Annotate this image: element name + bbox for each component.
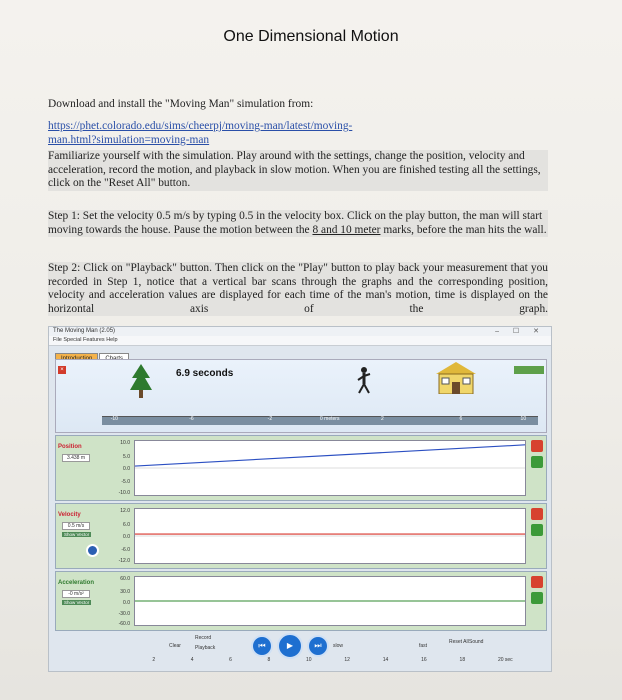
sound-checkbox[interactable]: Sound <box>469 639 484 645</box>
familiarize-text: Familiarize yourself with the simulation. Play around with the settings, change the position, velocity and acceleration, record the motion, and playback in slow motion. When you are finished testing all the settings, click on the "Reset All" button. <box>48 150 548 191</box>
sim-link-line1[interactable]: https://phet.colorado.edu/sims/cheerpj/moving-man/latest/moving- <box>48 120 353 132</box>
time-tick: 14 <box>382 657 389 663</box>
zoom-out-icon[interactable] <box>531 576 543 588</box>
ruler-tick: -2 <box>267 416 273 422</box>
playback-radio[interactable]: Playback <box>195 645 216 651</box>
tick-label: 0.0 <box>123 534 130 541</box>
time-tick: 4 <box>190 657 194 663</box>
sim-tabs <box>55 347 130 357</box>
zoom-out-icon[interactable] <box>531 508 543 520</box>
acceleration-label: Acceleration <box>58 580 95 586</box>
step1-text <box>48 210 548 237</box>
moving-man-simulation <box>48 326 552 672</box>
time-tick: 12 <box>344 657 350 663</box>
velocity-show-vector[interactable]: Show Vector <box>64 532 90 537</box>
sim-scene <box>55 359 547 433</box>
tick-label: 30.0 <box>120 588 130 595</box>
velocity-value[interactable]: 0.5 m/s <box>62 522 90 530</box>
sim-link-line2[interactable]: man.html?simulation=moving-man <box>48 133 210 146</box>
tick-label: -12.0 <box>118 558 130 565</box>
tick-label: 0.0 <box>123 466 130 473</box>
left-wall-marker[interactable]: × <box>58 366 66 374</box>
step1-underlined: 8 and 10 meter <box>312 223 381 236</box>
tick-label: -6.0 <box>121 547 130 554</box>
sim-link[interactable] <box>48 120 548 147</box>
time-tick: 10 <box>305 657 312 663</box>
ruler-label: 0 meters <box>320 416 340 422</box>
house-icon <box>436 362 476 394</box>
tick-label: 5.0 <box>123 454 130 460</box>
tick-label: -30.0 <box>118 611 130 617</box>
step-icon[interactable]: ⏭ <box>307 635 329 657</box>
ruler-tick: 10 <box>520 416 527 422</box>
moving-man-icon[interactable] <box>356 366 372 394</box>
velocity-plot <box>134 508 526 564</box>
zoom-out-icon[interactable] <box>531 440 543 452</box>
right-wall-marker <box>514 366 544 374</box>
step1-part-a: Step 1: Set the velocity 0.5 m/s by typing 0.5 in the velocity box. Click on the play button, the man will start moving towards the house. Pause the motion between the <box>48 210 543 236</box>
position-ruler <box>102 416 538 425</box>
time-tick: 6 <box>229 657 232 663</box>
intro-text: Download and install the "Moving Man" simulation from: <box>48 98 314 110</box>
tick-label: -60.0 <box>118 621 130 627</box>
sim-window-title: The Moving Man (2.05) <box>53 328 116 334</box>
velocity-label: Velocity <box>58 512 81 518</box>
tick-label: 0.0 <box>123 599 130 606</box>
tick-label: 6.0 <box>123 522 130 528</box>
position-series-line <box>135 445 525 466</box>
tick-label: 60.0 <box>120 576 130 582</box>
sim-timer: 6.9 seconds <box>176 368 234 379</box>
acceleration-ticks <box>112 576 132 626</box>
record-radio[interactable]: Record <box>195 635 212 641</box>
ruler-tick: 2 <box>381 416 384 422</box>
sim-menubar[interactable]: File Special Features Help <box>49 336 551 346</box>
sim-titlebar <box>49 327 551 336</box>
slow-label: slow <box>333 643 344 649</box>
time-axis <box>137 657 521 663</box>
tick-label: 10.0 <box>120 440 130 446</box>
time-tick: 8 <box>267 657 271 663</box>
tick-label: -5.0 <box>121 479 130 486</box>
time-tick: 16 <box>421 657 427 663</box>
position-value[interactable]: 3.438 m <box>62 454 90 462</box>
ruler-tick: 6 <box>459 416 463 422</box>
play-icon[interactable]: ▶ <box>277 633 303 659</box>
zoom-in-icon[interactable] <box>531 524 543 536</box>
time-tick: 20 sec <box>497 657 513 663</box>
step1-part-b: marks, before the man hits the wall. <box>380 223 547 236</box>
acceleration-graph <box>55 571 547 631</box>
position-graph <box>55 435 547 501</box>
fast-label: fast <box>419 643 428 649</box>
tick-label: -10.0 <box>118 490 130 497</box>
position-plot <box>134 440 526 496</box>
window-controls[interactable]: – ☐ ✕ <box>495 328 545 335</box>
acceleration-plot <box>134 576 526 626</box>
zoom-in-icon[interactable] <box>531 592 543 604</box>
ruler-tick: -10 <box>110 416 118 422</box>
tick-label: 12.0 <box>120 508 130 514</box>
time-tick: 18 <box>459 657 466 663</box>
zoom-in-icon[interactable] <box>531 456 543 468</box>
page-title: One Dimensional Motion <box>223 28 399 45</box>
acceleration-show-vector[interactable]: Show Vector <box>64 600 90 605</box>
acceleration-value[interactable]: -0 m/s² <box>62 590 90 598</box>
position-ticks <box>112 440 132 496</box>
velocity-slider-knob[interactable] <box>86 544 99 557</box>
velocity-graph <box>55 503 547 569</box>
rewind-icon[interactable]: ⏮ <box>251 635 273 657</box>
ruler-tick: -6 <box>189 416 194 422</box>
tree-icon <box>130 364 152 398</box>
clear-button[interactable]: Clear <box>169 643 181 649</box>
reset-all-button[interactable]: Reset All <box>449 639 469 645</box>
position-label: Position <box>58 444 82 450</box>
time-tick: 2 <box>152 657 156 663</box>
step2-text: Step 2: Click on "Playback" button. Then click on the "Play" button to play back your measurement that you recorded in Step 1, notice that a vertical bar scans through the graphs and the corresponding position, velocity and acceleration values are displayed for each time of the man's motion, time is displayed on the horizontal axis of the graph. <box>48 262 548 315</box>
velocity-ticks <box>112 508 132 564</box>
